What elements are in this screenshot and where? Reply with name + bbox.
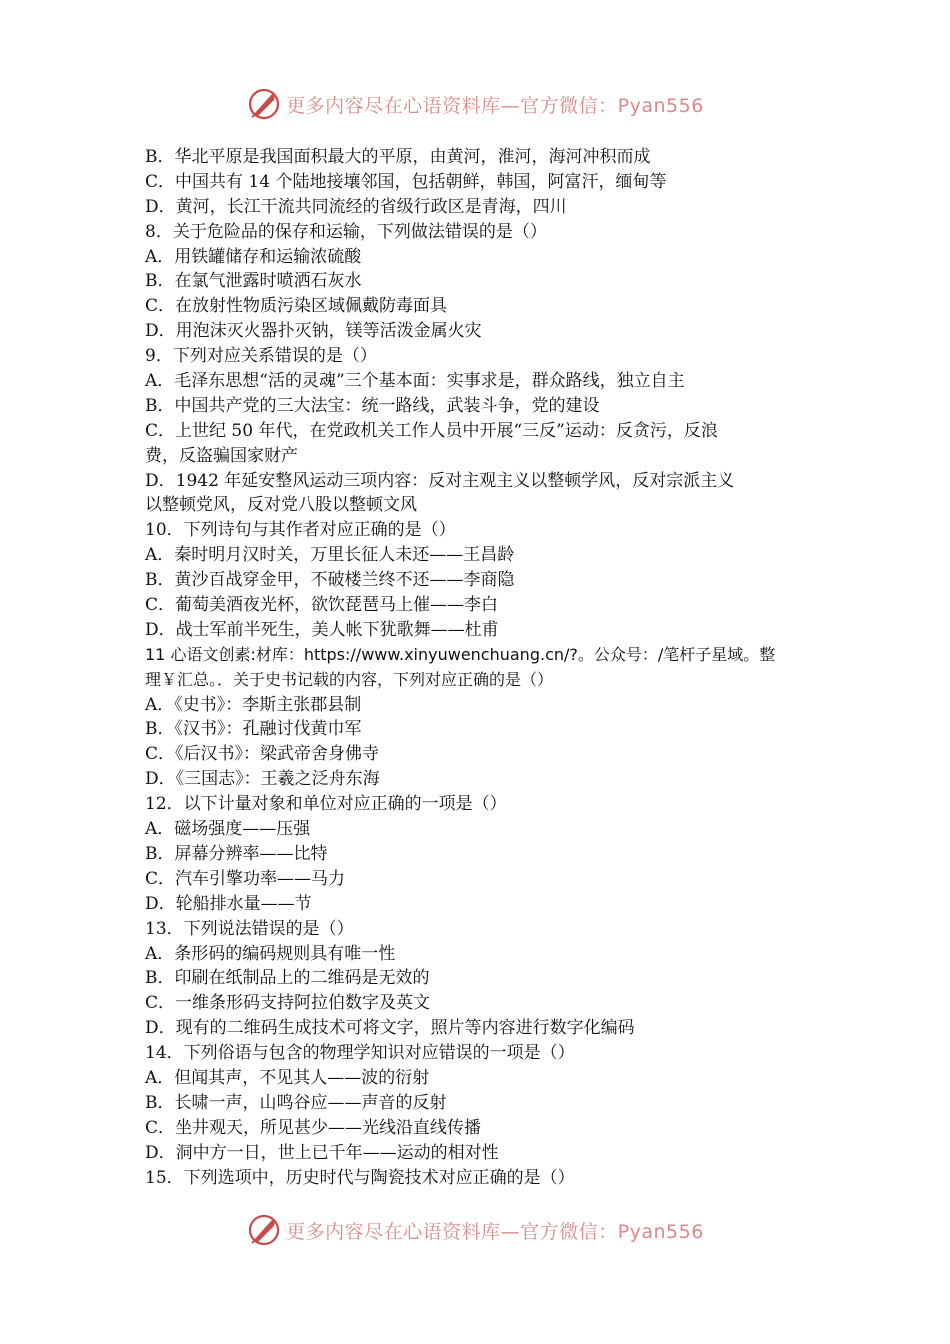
question-9: 9．下列对应关系错误的是（） [145,346,377,367]
option-line: C．《后汉书》：梁武帝舍身佛寺 [145,744,380,765]
option-line: D．《三国志》：王羲之泛舟东海 [145,769,380,790]
question-11-watermark: 11 心语文创素:材库：https://www.xinyuwenchuang.cn/?。公众号：/笔杆子星域。整 [145,644,776,664]
question-14: 14．下列俗语与包含的物理学知识对应错误的一项是（） [145,1043,575,1064]
option-line: A．《史书》：李斯主张郡县制 [145,694,362,715]
option-line: A．毛泽东思想“活的灵魂”三个基本面：实事求是，群众路线，独立自主 [145,371,685,392]
question-15: 15．下列选项中，历史时代与陶瓷技术对应正确的是（） [145,1167,575,1188]
option-line: C．上世纪 50 年代，在党政机关工作人员中开展“三反”运动：反贪污，反浪 [145,420,718,441]
option-line: C．在放射性物质污染区域佩戴防毒面具 [145,296,448,317]
quill-logo-icon [246,1212,282,1248]
option-line: B．长啸一声，山鸣谷应——声音的反射 [145,1092,447,1113]
text-line: B．华北平原是我国面积最大的平原，由黄河，淮河，海河冲积而成 [145,147,651,167]
option-line: D．1942 年延安整风运动三项内容：反对主观主义以整顿学风，反对宗派主义 [145,470,735,491]
option-line: D．洞中方一日，世上已千年——运动的相对性 [145,1142,499,1163]
footer-banner [0,1210,950,1250]
option-line: C．坐井观天，所见甚少——光线沿直线传播 [145,1117,482,1138]
question-8: 8．关于危险品的保存和运输，下列做法错误的是（） [145,221,547,242]
quill-logo-icon [246,86,282,122]
option-line: B．屏幕分辨率——比特 [145,843,328,864]
option-line: A．但闻其声，不见其人——波的衍射 [145,1067,430,1088]
option-line: C．葡萄美酒夜光杯，欲饮琵琶马上催——李白 [145,595,499,616]
text-line: C．中国共有 14 个陆地接壤邻国，包括朝鲜，韩国，阿富汗，缅甸等 [145,171,667,192]
option-line: A．用铁罐储存和运输浓硫酸 [145,246,362,267]
option-line: B．《汉书》：孔融讨伐黄巾军 [145,719,362,740]
option-line: B．在氯气泄露时喷洒石灰水 [145,271,362,292]
option-line: A．秦时明月汉时关，万里长征人未还——王昌龄 [145,545,515,566]
header-banner [0,84,950,124]
question-11: 理￥汇总。．关于史书记载的内容，下列对应正确的是（） [145,669,554,689]
option-line: B．黄沙百战穿金甲，不破楼兰终不还——李商隐 [145,570,515,591]
option-line: D．现有的二维码生成技术可将文字，照片等内容进行数字化编码 [145,1018,635,1039]
question-10: 10．下列诗句与其作者对应正确的是（） [145,520,456,541]
document-body [145,145,810,1190]
option-line: A．磁场强度——压强 [145,819,311,840]
option-line: B．中国共产党的三大法宝：统一路线，武装斗争，党的建设 [145,395,600,416]
question-13: 13．下列说法错误的是（） [145,918,354,939]
banner-text: 更多内容尽在心语资料库—官方微信：Pyan556 [286,1220,704,1243]
question-12: 12．以下计量对象和单位对应正确的一项是（） [145,794,507,815]
banner-text: 更多内容尽在心语资料库—官方微信：Pyan556 [286,94,704,117]
text-line: D．黄河，长江干流共同流经的省级行政区是青海，四川 [145,196,567,217]
option-line-cont: 以整顿党风，反对党八股以整顿文风 [145,495,417,516]
option-line: C．一维条形码支持阿拉伯数字及英文 [145,993,431,1014]
option-line: D．轮船排水量——节 [145,893,312,914]
option-line: A．条形码的编码规则具有唯一性 [145,943,396,964]
option-line: C．汽车引擎功率——马力 [145,868,346,889]
option-line: D．战士军前半死生，美人帐下犹歌舞——杜甫 [145,619,499,640]
option-line: B．印刷在纸制品上的二维码是无效的 [145,968,430,989]
option-line-cont: 费，反盗骗国家财产 [145,445,298,466]
option-line: D．用泡沫灭火器扑灭钠，镁等活泼金属火灾 [145,321,482,342]
